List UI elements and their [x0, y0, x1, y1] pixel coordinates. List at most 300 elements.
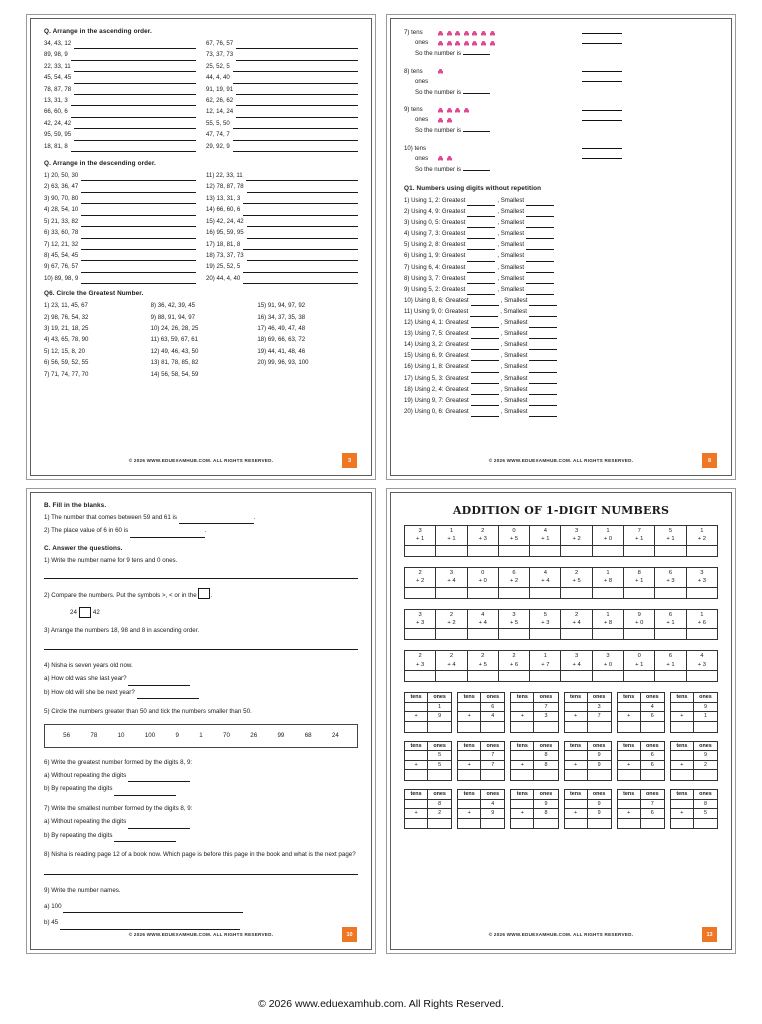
- addition-problem: [468, 568, 499, 598]
- answer-blank[interactable]: [179, 517, 254, 524]
- answer-blank[interactable]: [128, 679, 190, 686]
- answer-blank[interactable]: [233, 122, 358, 129]
- smallest-answer-blank[interactable]: [526, 288, 554, 295]
- greatest-number-row[interactable]: 1) 23, 11, 45, 67: [44, 302, 88, 310]
- greatest-answer-blank[interactable]: [470, 310, 498, 317]
- greatest-answer-blank[interactable]: [471, 299, 499, 306]
- tens-header: tens: [511, 693, 534, 703]
- number-list-label: 1) 20, 50, 30: [44, 172, 79, 180]
- answer-blank[interactable]: [243, 243, 358, 250]
- tens-header: tens: [458, 742, 481, 752]
- greatest-answer-blank[interactable]: [471, 354, 499, 361]
- greatest-answer-blank[interactable]: [471, 377, 499, 384]
- greatest-answer-blank[interactable]: [467, 210, 495, 217]
- answer-blank[interactable]: [463, 88, 490, 94]
- answer-cell[interactable]: [655, 587, 685, 598]
- tens-value-1: [405, 800, 428, 810]
- greatest-number-row[interactable]: 11) 63, 59, 67, 61: [150, 336, 198, 344]
- tens-answer[interactable]: [511, 722, 534, 732]
- ones-answer[interactable]: [641, 819, 664, 829]
- greatest-number-row[interactable]: 6) 56, 59, 52, 55: [44, 359, 89, 367]
- question-c4b: [44, 687, 358, 699]
- number-list-row: [44, 239, 196, 250]
- greatest-answer-blank[interactable]: [467, 199, 495, 206]
- addend-top: 2: [418, 653, 422, 660]
- greatest-answer-blank[interactable]: [471, 343, 499, 350]
- answer-blank[interactable]: [236, 42, 358, 49]
- answer-blank[interactable]: [582, 81, 622, 82]
- addend-top: 4: [700, 653, 704, 660]
- answer-cell[interactable]: [405, 670, 435, 681]
- tens-value-1: [565, 751, 588, 761]
- strip-number[interactable]: 56: [63, 732, 71, 740]
- plus-sign: +: [458, 761, 481, 771]
- using-digits-label: 6) Using 1, 9: Greatest: [404, 252, 466, 260]
- answer-blank[interactable]: [114, 835, 176, 842]
- using-digits-label: 8) Using 3, 7: Greatest: [404, 274, 466, 282]
- answer-blank[interactable]: [246, 174, 358, 181]
- answer-cell[interactable]: [687, 670, 717, 681]
- answer-cell[interactable]: [687, 628, 717, 639]
- answer-blank[interactable]: [81, 243, 196, 250]
- ones-value-2: 7: [588, 712, 611, 722]
- greatest-smallest-row: [404, 228, 718, 239]
- tens-answer[interactable]: [671, 770, 694, 780]
- smallest-answer-blank[interactable]: [526, 210, 554, 217]
- smallest-answer-blank[interactable]: [529, 343, 557, 350]
- smallest-answer-blank[interactable]: [526, 277, 554, 284]
- tens-answer[interactable]: [458, 722, 481, 732]
- flower-icon-group: [438, 156, 452, 161]
- answer-blank[interactable]: [463, 126, 490, 132]
- smallest-answer-blank[interactable]: [526, 266, 554, 273]
- greatest-smallest-row: [404, 239, 718, 250]
- greatest-number-row[interactable]: 13) 81, 78, 85, 82: [150, 359, 199, 367]
- answer-cell[interactable]: [468, 670, 498, 681]
- answer-cell[interactable]: [405, 587, 435, 598]
- greatest-answer-blank[interactable]: [471, 399, 499, 406]
- answer-cell[interactable]: [624, 670, 654, 681]
- strip-number[interactable]: 24: [331, 732, 339, 740]
- greatest-number-row[interactable]: 3) 19, 21, 18, 25: [44, 324, 89, 332]
- smallest-answer-blank[interactable]: [529, 354, 557, 361]
- tens-header: tens: [405, 742, 428, 752]
- using-digits-label: 3) Using 0, 5: Greatest: [404, 219, 466, 227]
- greatest-smallest-row: [404, 273, 718, 284]
- smallest-answer-blank[interactable]: [529, 366, 557, 373]
- tens-answer[interactable]: [405, 722, 428, 732]
- answer-cell[interactable]: [593, 628, 623, 639]
- answer-blank[interactable]: [128, 775, 190, 782]
- greatest-answer-blank[interactable]: [467, 232, 495, 239]
- answer-cell[interactable]: [499, 545, 529, 556]
- tens-value-1: [618, 800, 641, 810]
- addend-bottom: + 1: [635, 536, 644, 543]
- greatest-number-row[interactable]: 7) 71, 74, 77, 70: [44, 370, 89, 378]
- greatest-smallest-row: [404, 206, 718, 217]
- strip-number[interactable]: 70: [223, 732, 230, 740]
- greatest-number-row[interactable]: 18) 69, 66, 63, 72: [257, 336, 306, 344]
- smallest-answer-blank[interactable]: [526, 232, 554, 239]
- smallest-answer-blank[interactable]: [529, 299, 557, 306]
- answer-cell[interactable]: [436, 587, 466, 598]
- greatest-number-row[interactable]: 12) 49, 46, 43, 50: [150, 347, 199, 355]
- answer-cell[interactable]: [530, 628, 560, 639]
- addition-problem: [405, 651, 436, 681]
- smallest-answer-blank[interactable]: [529, 310, 557, 317]
- using-digits-label: 7) Using 6, 4: Greatest: [404, 263, 466, 271]
- number-list-label: 6) 33, 60, 78: [44, 229, 79, 237]
- answer-cell[interactable]: [624, 587, 654, 598]
- smallest-answer-blank[interactable]: [529, 332, 557, 339]
- answer-cell[interactable]: [687, 587, 717, 598]
- greatest-answer-blank[interactable]: [471, 366, 499, 373]
- answer-cell[interactable]: [436, 670, 466, 681]
- question-c6: 6) Write the greatest number formed by the digits 8, 9:: [44, 758, 193, 766]
- answer-blank[interactable]: [74, 77, 196, 84]
- tens-answer[interactable]: [565, 819, 588, 829]
- answer-blank[interactable]: [74, 42, 196, 49]
- addition-problem: [436, 526, 467, 556]
- ones-header: ones: [694, 693, 717, 703]
- answer-cell[interactable]: [468, 628, 498, 639]
- smallest-answer-blank[interactable]: [526, 255, 554, 262]
- question-b1-period: .: [253, 514, 256, 521]
- strip-number[interactable]: 68: [304, 732, 312, 740]
- greatest-number-row[interactable]: 14) 56, 58, 54, 59: [150, 370, 199, 378]
- answer-rule[interactable]: [44, 578, 358, 579]
- strip-number[interactable]: 78: [90, 732, 98, 740]
- tens-row: [404, 105, 718, 115]
- greatest-number-row[interactable]: 17) 46, 49, 47, 48: [257, 324, 306, 332]
- answer-cell[interactable]: [530, 545, 560, 556]
- number-list-label: 55, 5, 50: [206, 119, 230, 127]
- strip-number[interactable]: 99: [277, 732, 285, 740]
- answer-rule[interactable]: [44, 874, 358, 875]
- answer-cell[interactable]: [530, 670, 560, 681]
- answer-cell[interactable]: [405, 545, 435, 556]
- tens-answer[interactable]: [405, 819, 428, 829]
- answer-blank[interactable]: [236, 111, 358, 118]
- greatest-number-row[interactable]: 5) 12, 15, 8, 20: [44, 347, 85, 355]
- answer-blank[interactable]: [463, 165, 490, 171]
- tens-value-1: [671, 703, 694, 713]
- greatest-answer-blank[interactable]: [471, 332, 499, 339]
- addend-bottom: + 2: [509, 578, 519, 585]
- tens-value-1: [511, 703, 534, 713]
- tens-answer[interactable]: [671, 722, 694, 732]
- greatest-answer-blank[interactable]: [467, 288, 495, 295]
- ones-answer[interactable]: [534, 819, 557, 829]
- addition-problem: [405, 610, 436, 640]
- answer-blank[interactable]: [71, 54, 196, 61]
- answer-blank[interactable]: [582, 120, 622, 121]
- answer-blank[interactable]: [81, 197, 196, 204]
- ones-answer[interactable]: [428, 819, 451, 829]
- greatest-answer-blank[interactable]: [471, 388, 499, 395]
- number-list-row: [44, 95, 196, 106]
- answer-cell[interactable]: [499, 628, 529, 639]
- greatest-answer-blank[interactable]: [467, 221, 495, 228]
- addend-bottom: + 4: [447, 661, 456, 668]
- tens-answer[interactable]: [511, 770, 534, 780]
- ones-header: ones: [588, 790, 611, 800]
- strip-number[interactable]: 9: [175, 732, 179, 740]
- ones-answer[interactable]: [481, 770, 504, 780]
- addition-problem: [655, 526, 686, 556]
- answer-cell[interactable]: [655, 670, 685, 681]
- addend-top: 1: [700, 528, 704, 534]
- answer-blank[interactable]: [582, 71, 622, 72]
- answer-blank[interactable]: [130, 531, 205, 538]
- ones-answer[interactable]: [534, 770, 557, 780]
- smallest-answer-blank[interactable]: [529, 388, 557, 395]
- answer-blank[interactable]: [582, 110, 622, 111]
- answer-blank[interactable]: [582, 43, 622, 44]
- addition-problem: [593, 651, 624, 681]
- answer-blank[interactable]: [74, 65, 196, 72]
- smallest-answer-blank[interactable]: [526, 199, 554, 206]
- ones-answer[interactable]: [481, 819, 504, 829]
- answer-cell[interactable]: [436, 545, 466, 556]
- ones-answer[interactable]: [428, 722, 451, 732]
- question-c3: 3) Arrange the numbers 18, 98 and 8 in ascending order.: [44, 626, 200, 634]
- compare-symbol-box[interactable]: [79, 607, 91, 618]
- tens-answer[interactable]: [618, 819, 641, 829]
- answer-blank[interactable]: [71, 145, 196, 152]
- answer-cell[interactable]: [499, 670, 529, 681]
- tens-answer[interactable]: [671, 819, 694, 829]
- smallest-label: , Smallest: [497, 219, 525, 227]
- answer-cell[interactable]: [593, 545, 623, 556]
- tens-answer[interactable]: [618, 722, 641, 732]
- greatest-number-row[interactable]: 20) 99, 96, 93, 100: [257, 359, 309, 367]
- ones-answer[interactable]: [641, 722, 664, 732]
- greatest-number-row[interactable]: 15) 91, 94, 97, 92: [257, 302, 306, 310]
- smallest-answer-blank[interactable]: [526, 221, 554, 228]
- addition-problem: [561, 568, 592, 598]
- greatest-number-row[interactable]: 4) 43, 65, 78, 90: [44, 336, 89, 344]
- answer-blank[interactable]: [81, 174, 196, 181]
- page-number-badge: 8: [702, 453, 717, 468]
- tens-answer[interactable]: [565, 770, 588, 780]
- answer-blank[interactable]: [81, 266, 196, 273]
- tens-answer[interactable]: [458, 819, 481, 829]
- tens-answer[interactable]: [458, 770, 481, 780]
- tens-answer[interactable]: [565, 722, 588, 732]
- smallest-answer-blank[interactable]: [526, 243, 554, 250]
- addend-bottom: + 8: [603, 578, 613, 585]
- answer-blank[interactable]: [81, 209, 196, 216]
- greatest-answer-blank[interactable]: [467, 243, 495, 250]
- answer-blank[interactable]: [81, 220, 196, 227]
- ones-value-1: 7: [481, 751, 504, 761]
- answer-cell[interactable]: [468, 545, 498, 556]
- strip-number[interactable]: 10: [117, 732, 125, 740]
- smallest-answer-blank[interactable]: [529, 321, 557, 328]
- answer-blank[interactable]: [137, 692, 199, 699]
- answer-blank[interactable]: [81, 277, 196, 284]
- number-list-label: 13) 13, 31, 3: [206, 194, 241, 202]
- greatest-number-row[interactable]: 8) 36, 42, 39, 45: [150, 302, 196, 310]
- answer-cell[interactable]: [624, 545, 654, 556]
- answer-blank[interactable]: [71, 111, 196, 118]
- greatest-list: [44, 300, 358, 380]
- smallest-answer-blank[interactable]: [529, 377, 557, 384]
- tens-ones-pictorial-list: [404, 28, 718, 175]
- tens-answer[interactable]: [618, 770, 641, 780]
- tens-header: tens: [511, 742, 534, 752]
- answer-blank[interactable]: [74, 88, 196, 95]
- tens-ones-table: [510, 789, 558, 829]
- tens-value-1: [618, 703, 641, 713]
- ones-answer[interactable]: [641, 770, 664, 780]
- answer-blank[interactable]: [243, 209, 358, 216]
- tens-answer[interactable]: [405, 770, 428, 780]
- greatest-number-row[interactable]: 9) 88, 91, 94, 97: [150, 313, 196, 321]
- greatest-answer-blank[interactable]: [467, 266, 495, 273]
- answer-blank[interactable]: [243, 266, 358, 273]
- answer-blank[interactable]: [63, 906, 243, 913]
- ones-answer[interactable]: [534, 722, 557, 732]
- answer-cell[interactable]: [530, 587, 560, 598]
- answer-rule[interactable]: [44, 649, 358, 650]
- answer-cell[interactable]: [436, 628, 466, 639]
- ones-answer[interactable]: [481, 722, 504, 732]
- addition-row: [404, 609, 718, 641]
- answer-cell[interactable]: [624, 628, 654, 639]
- greatest-smallest-row: [404, 295, 718, 306]
- tens-header: tens: [565, 790, 588, 800]
- symbol-box[interactable]: [198, 588, 213, 600]
- strip-number[interactable]: 26: [250, 732, 258, 740]
- answer-cell[interactable]: [655, 545, 685, 556]
- answer-blank[interactable]: [463, 49, 490, 55]
- greatest-answer-blank[interactable]: [471, 321, 499, 328]
- answer-blank[interactable]: [582, 158, 622, 159]
- answer-blank[interactable]: [81, 186, 196, 193]
- answer-blank[interactable]: [243, 277, 358, 284]
- answer-blank[interactable]: [114, 789, 176, 796]
- ones-answer[interactable]: [694, 819, 717, 829]
- greatest-number-row[interactable]: 19) 44, 41, 48, 46: [257, 347, 306, 355]
- greatest-smallest-row: [404, 361, 718, 372]
- addend-top: 3: [575, 528, 579, 534]
- answer-blank[interactable]: [236, 99, 358, 106]
- answer-blank[interactable]: [247, 232, 358, 239]
- answer-cell[interactable]: [561, 587, 591, 598]
- tens-ones-table: [457, 741, 505, 781]
- answer-cell[interactable]: [561, 670, 591, 681]
- ones-value-2: 8: [534, 761, 557, 771]
- ones-answer[interactable]: [694, 770, 717, 780]
- greatest-answer-blank[interactable]: [471, 410, 499, 417]
- number-list-row: [206, 129, 358, 140]
- answer-blank[interactable]: [81, 254, 196, 261]
- answer-cell[interactable]: [655, 628, 685, 639]
- addend-top: 0: [512, 528, 516, 534]
- ones-answer[interactable]: [588, 722, 611, 732]
- so-the-number-is-row: [404, 164, 718, 175]
- answer-blank[interactable]: [236, 88, 358, 95]
- tens-ones-table: [564, 741, 612, 781]
- answer-blank[interactable]: [582, 148, 622, 149]
- answer-cell[interactable]: [499, 587, 529, 598]
- answer-blank[interactable]: [74, 134, 196, 141]
- greatest-answer-blank[interactable]: [467, 255, 495, 262]
- number-list-row: [206, 118, 358, 129]
- ones-header: ones: [428, 790, 451, 800]
- answer-blank[interactable]: [233, 65, 358, 72]
- answer-blank[interactable]: [247, 254, 358, 261]
- tens-answer[interactable]: [511, 819, 534, 829]
- greatest-number-row[interactable]: 16) 34, 37, 35, 38: [257, 313, 306, 321]
- answer-blank[interactable]: [582, 33, 622, 34]
- answer-cell[interactable]: [593, 587, 623, 598]
- answer-cell[interactable]: [405, 628, 435, 639]
- tens-ones-table: [564, 789, 612, 829]
- answer-blank[interactable]: [71, 99, 196, 106]
- ones-answer[interactable]: [428, 770, 451, 780]
- answer-blank[interactable]: [247, 220, 358, 227]
- greatest-number-row[interactable]: 10) 24, 26, 28, 25: [150, 324, 199, 332]
- answer-blank[interactable]: [74, 122, 196, 129]
- ones-value-2: 9: [428, 712, 451, 722]
- addend-bottom: + 6: [697, 620, 706, 627]
- smallest-answer-blank[interactable]: [529, 410, 557, 417]
- greatest-number-row[interactable]: 2) 98, 76, 54, 32: [44, 313, 89, 321]
- addition-problem: [530, 526, 561, 556]
- answer-cell[interactable]: [468, 587, 498, 598]
- answer-blank[interactable]: [81, 232, 196, 239]
- answer-cell[interactable]: [593, 670, 623, 681]
- answer-blank[interactable]: [243, 197, 358, 204]
- ones-answer[interactable]: [588, 819, 611, 829]
- answer-blank[interactable]: [236, 54, 358, 61]
- ones-answer[interactable]: [588, 770, 611, 780]
- ones-header: ones: [481, 693, 504, 703]
- addend-bottom: + 3: [697, 661, 706, 668]
- question-c9b-text: b) 45: [44, 919, 59, 927]
- answer-blank[interactable]: [233, 145, 358, 152]
- tens-header: tens: [565, 742, 588, 752]
- strip-number[interactable]: 100: [144, 732, 156, 740]
- ones-value-2: 6: [641, 761, 664, 771]
- ones-answer[interactable]: [694, 722, 717, 732]
- answer-cell[interactable]: [687, 545, 717, 556]
- answer-blank[interactable]: [233, 77, 358, 84]
- addend-bottom: + 1: [447, 536, 456, 543]
- greatest-answer-blank[interactable]: [467, 277, 495, 284]
- place-value-label: ones: [415, 77, 429, 85]
- addend-bottom: + 2: [697, 536, 706, 543]
- answer-cell[interactable]: [561, 628, 591, 639]
- answer-cell[interactable]: [561, 545, 591, 556]
- question-c1: 1) Write the number name for 9 tens and 0 ones.: [44, 556, 178, 564]
- addend-top: 3: [700, 569, 704, 576]
- smallest-answer-blank[interactable]: [529, 399, 557, 406]
- number-list-row: [206, 72, 358, 83]
- strip-number[interactable]: 1: [199, 732, 203, 740]
- flower-icon: [464, 31, 469, 36]
- addition-problem: [499, 651, 530, 681]
- answer-blank[interactable]: [247, 186, 358, 193]
- answer-blank[interactable]: [233, 134, 358, 141]
- answer-blank[interactable]: [128, 822, 190, 829]
- number-list-row: [44, 216, 196, 227]
- addend-top: 2: [575, 569, 579, 576]
- ones-value-2: 5: [694, 809, 717, 819]
